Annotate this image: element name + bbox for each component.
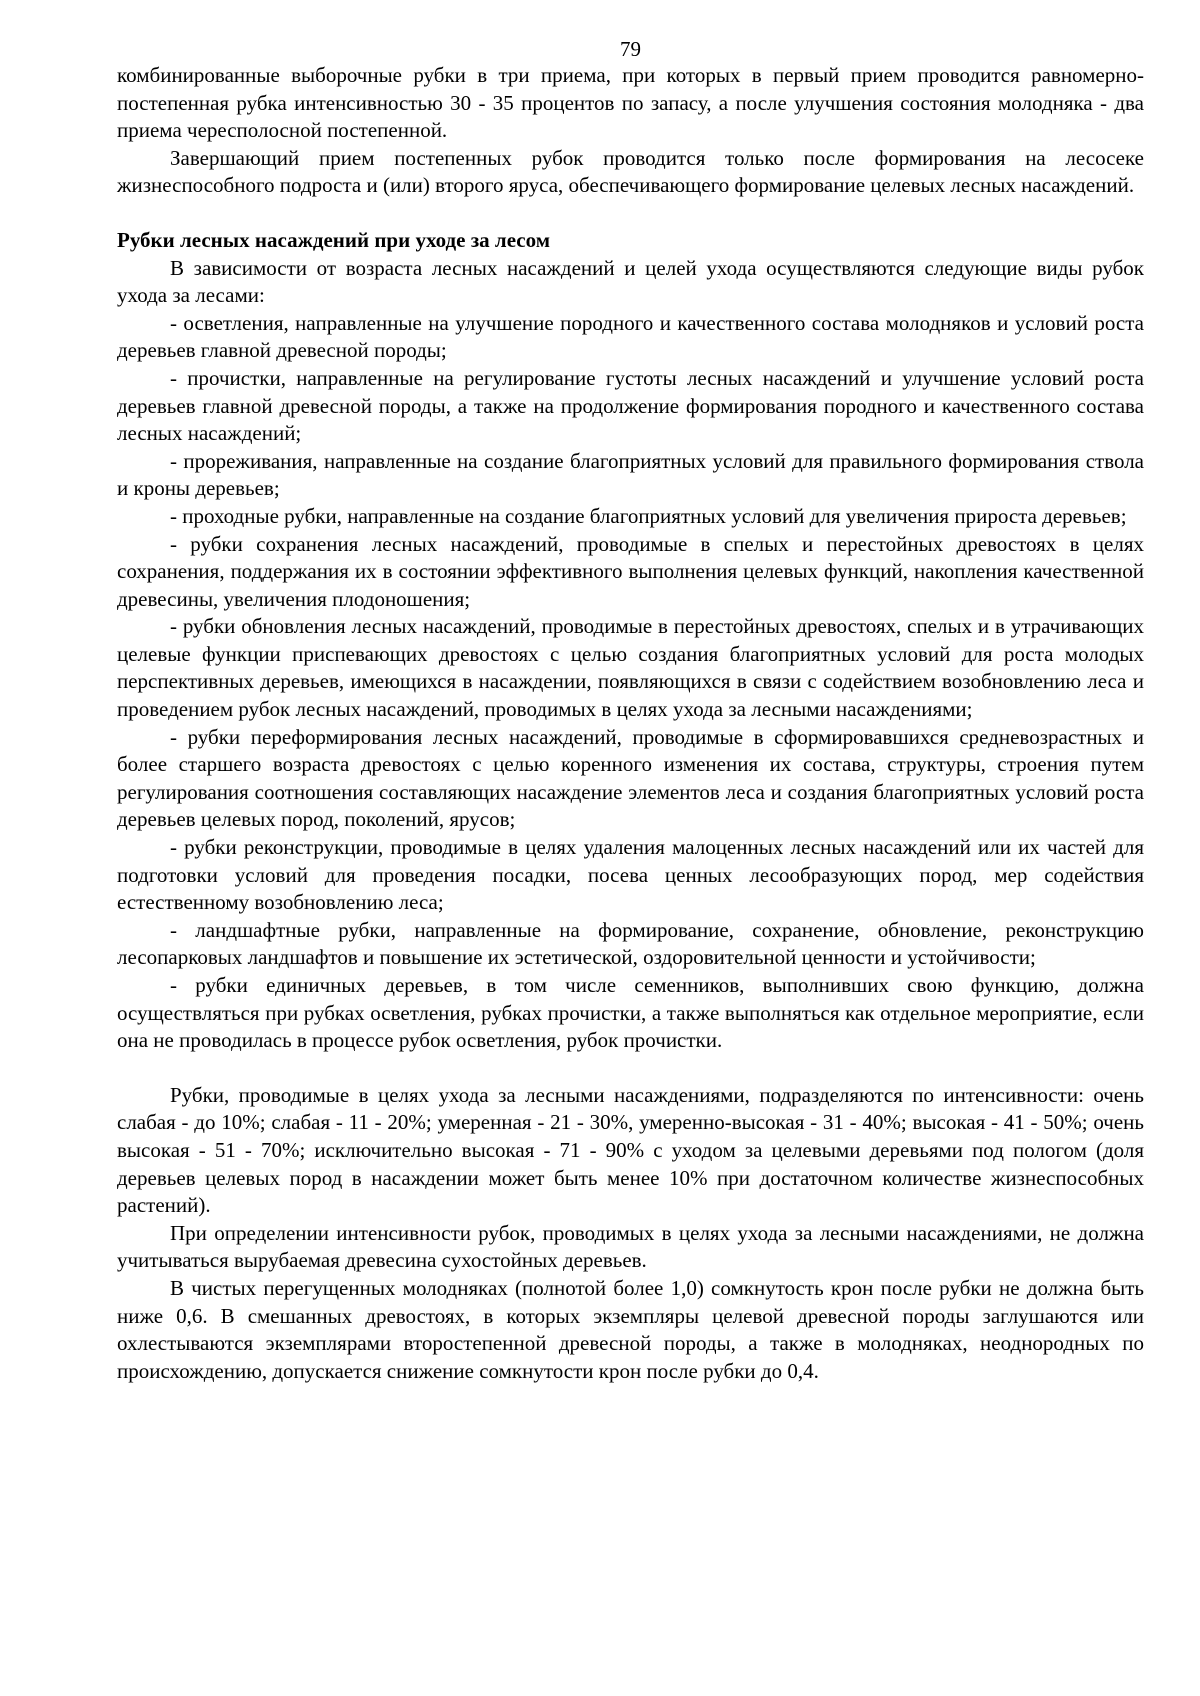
list-item: - ландшафтные рубки, направленные на формирование, сохранение, обновление, реконструкцию лесопарковых ландшафтов и повышение их эстетической, оздоровительной ценности и устойчивости;: [117, 917, 1144, 970]
document-page: [117, 36, 1144, 1385]
list-item: - рубки обновления лесных насаждений, проводимые в перестойных древостоях, спелых и в утрачивающих целевые функции приспевающих древостоях с целью создания благоприятных условий для роста молодых перспективных деревьев, имеющихся в насаждении, появляющихся в связи с содействием возобновлению леса и проведением рубок лесных насаждений, проводимых в целях ухода за лесными насаждениями;: [117, 614, 1144, 722]
paragraph-canopy-closure: В чистых перегущенных молодняках (полнотой более 1,0) сомкнутость крон после рубки не должна быть ниже 0,6. В смешанных древостоях, в которых экземпляры целевой древесной породы заглушаются или охлестываются экземплярами второстепенной древесной породы, а также в молодняках, неоднородных по происхождению, допускается снижение сомкнутости крон после рубки до 0,4.: [117, 1275, 1144, 1383]
list-item: - прореживания, направленные на создание благоприятных условий для правильного формирования ствола и кроны деревьев;: [117, 448, 1144, 501]
section-intro: В зависимости от возраста лесных насаждений и целей ухода осуществляются следующие виды рубок ухода за лесами:: [117, 255, 1144, 308]
list-item: - проходные рубки, направленные на создание благоприятных условий для увеличения прироста деревьев;: [170, 503, 1127, 528]
list-item: - рубки переформирования лесных насаждений, проводимые в сформировавшихся средневозрастных и более старшего возраста древостоях с целью коренного изменения их состава, структуры, строения путем регулирования соотношения составляющих насаждение элементов леса и создания благоприятных условий роста деревьев целевых пород, поколений, ярусов;: [117, 724, 1144, 832]
page-number: 79: [620, 37, 641, 61]
list-item: - рубки единичных деревьев, в том числе семенников, выполнивших свою функцию, должна осуществляться при рубках осветления, рубках прочистки, а также выполняться как отдельное мероприятие, если она не проводилась в процессе рубок осветления, рубок прочистки.: [117, 973, 1144, 1053]
paragraph-final-stage: Завершающий прием постепенных рубок проводится только после формирования на лесосеке жизнеспособного подроста и (или) второго яруса, обеспечивающего формирование целевых лесных насаждений.: [117, 145, 1144, 198]
list-item: - рубки сохранения лесных насаждений, проводимые в спелых и перестойных древостоях в целях сохранения, поддержания их в состоянии эффективного выполнения целевых функций, накопления качественной древесины, увеличения плодоношения;: [117, 531, 1144, 611]
section-heading: Рубки лесных насаждений при уходе за лесом: [117, 227, 551, 252]
paragraph-continuation: комбинированные выборочные рубки в три приема, при которых в первый прием проводится равномерно-постепенная рубка интенсивностью 30 - 35 процентов по запасу, а после улучшения состояния молодняка - два приема чересполосной постепенной.: [117, 63, 1144, 143]
list-item: - рубки реконструкции, проводимые в целях удаления малоценных лесных насаждений или их частей для подготовки условий для проведения посадки, посева ценных лесообразующих пород, мер содействия естественному возобновлению леса;: [117, 835, 1144, 915]
list-item: - осветления, направленные на улучшение породного и качественного состава молодняков и условий роста деревьев главной древесной породы;: [117, 310, 1144, 363]
paragraph-deadwood: При определении интенсивности рубок, проводимых в целях ухода за лесными насаждениями, не должна учитываться вырубаемая древесина сухостойных деревьев.: [117, 1220, 1144, 1273]
list-item: - прочистки, направленные на регулирование густоты лесных насаждений и улучшение условий роста деревьев главной древесной породы, а также на продолжение формирования породного и качественного состава лесных насаждений;: [117, 365, 1144, 446]
paragraph-intensity: Рубки, проводимые в целях ухода за лесными насаждениями, подразделяются по интенсивности: очень слабая - до 10%; слабая - 11 - 20%; умеренная - 21 - 30%, умеренно-высокая - 31 - 40%; высокая - 41 - 50%; очень высокая - 51 - 70%; исключительно высокая - 71 - 90% с уходом за целевыми деревьями под пологом (доля деревьев целевых пород в насаждении может быть менее 10% при достаточном количестве жизнеспособных растений).: [117, 1082, 1144, 1218]
